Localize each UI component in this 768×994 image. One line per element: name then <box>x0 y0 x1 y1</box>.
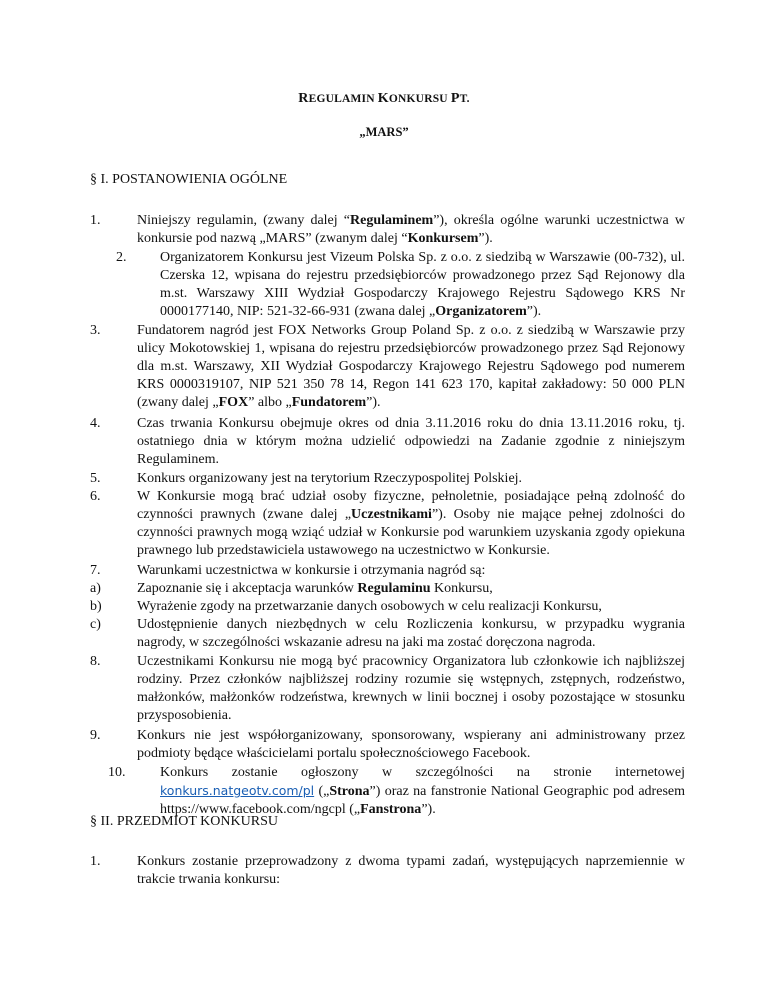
item-number: 6. <box>90 489 101 504</box>
item-number: 7. <box>90 563 101 578</box>
item-text: Konkurs organizowany jest na terytorium Rzeczypospolitej Polskiej. <box>137 471 523 486</box>
item-text: Konkurs zostanie ogłoszony w szczególności na stronie internetowej konkurs.natgeotv.com/pl („Strona”) oraz na fanstronie National Geographic pod adresem https://www.facebook.com/ngcpl („Fanstrona”). <box>160 765 685 817</box>
document-title <box>0 91 768 107</box>
item-text: Zapoznanie się i akceptacja warunków Regulaminu Konkursu, <box>137 581 493 596</box>
item-number: 3. <box>90 323 101 338</box>
item-text: Konkurs nie jest współorganizowany, sponsorowany, wspierany ani administrowany przez podmioty będące właścicielami portalu społecznościowego Facebook. <box>137 728 685 761</box>
contest-website-link[interactable]: konkurs.natgeotv.com/pl <box>160 783 315 798</box>
item-letter: a) <box>90 581 101 596</box>
item-number: 1. <box>90 854 101 869</box>
item-number: 10. <box>108 765 126 780</box>
title-part-3: T. <box>459 93 470 105</box>
item-letter: b) <box>90 599 102 614</box>
item-text: Wyrażenie zgody na przetwarzanie danych osobowych w celu realizacji Konkursu, <box>137 599 602 614</box>
item-text: Udostępnienie danych niezbędnych w celu Rozliczenia konkursu, w przypadku wygrania nagrody, w szczególności wskazanie adresu na jaki ma zostać doręczona nagroda. <box>137 617 685 650</box>
item-number: 4. <box>90 416 101 431</box>
item-letter: c) <box>90 617 101 632</box>
item-number: 9. <box>90 728 101 743</box>
title-part-1: EGULAMIN <box>308 93 378 105</box>
item-number: 1. <box>90 213 101 228</box>
item-text: Niniejszy regulamin, (zwany dalej “Regulaminem”), określa ogólne warunki uczestnictwa w konkursie pod nazwą „MARS” (zwanym dalej “Konkursem”). <box>137 213 685 246</box>
section2-heading: § II. PRZEDMIOT KONKURSU <box>90 814 278 829</box>
item-number: 5. <box>90 471 101 486</box>
title-initial-k: K <box>377 91 389 106</box>
title-initial-r: R <box>298 91 309 106</box>
item-text: Czas trwania Konkursu obejmuje okres od dnia 3.11.2016 roku do dnia 13.11.2016 roku, tj. ostatniego dnia w którym można udzielić odpowiedzi na Zadanie zgodnie z niniejszym Regulaminem. <box>137 416 685 467</box>
title-initial-p: P <box>450 91 460 106</box>
item-text: W Konkursie mogą brać udział osoby fizyczne, pełnoletnie, posiadające pełną zdolność do czynności prawnych (zwane dalej „Uczestnikami”). Osoby nie mające pełnej zdolności do czynności prawnych mogą wziąć udział w Konkursie pod warunkiem uzyskania zgody opiekuna prawnego lub przedstawiciela ustawowego na uczestnictwo w Konkursie. <box>137 489 686 558</box>
item-text: Uczestnikami Konkursu nie mogą być pracownicy Organizatora lub członkowie ich najbliższej rodziny. Przez członków najbliższej rodziny rozumie się wstępnych, zstępnych, rodzeństwo, małżonków, małżonków rodzeństwa, krewnych w linii bocznej i osoby pozostające w stosunku przysposobienia. <box>137 654 685 723</box>
section1-heading: § I. POSTANOWIENIA OGÓLNE <box>90 172 288 187</box>
item-text: Konkurs zostanie przeprowadzony z dwoma typami zadań, występujących naprzemiennie w trakcie trwania konkursu: <box>137 854 685 887</box>
title-part-2: ONKURSU <box>388 93 451 105</box>
item-text: Warunkami uczestnictwa w konkursie i otrzymania nagród są: <box>137 563 486 578</box>
item-text: Fundatorem nagród jest FOX Networks Group Poland Sp. z o.o. z siedzibą w Warszawie przy ulicy Mokotowskiej 1, wpisana do rejestru przedsiębiorców prowadzonego przez Sąd Rejonowy dla m.st. Warszawy, XII Wydział Gospodarczy Krajowego Rejestru Sądowego pod numerem KRS 0000319107, NIP 521 350 78 14, Regon 141 623 170, kapitał zakładowy: 50 000 PLN (zwany dalej „FOX” albo „Fundatorem”). <box>137 323 685 410</box>
item-text: Organizatorem Konkursu jest Vizeum Polska Sp. z o.o. z siedzibą w Warszawie (00-732), ul. Czerska 12, wpisana do rejestru przedsiębiorców prowadzonego przez Sąd Rejonowy dla m.st. Warszawy XIII Wydział Gospodarczy Krajowego Rejestru Sądowego KRS Nr 0000177140, NIP: 521-32-66-931 (zwana dalej „Organizatorem”). <box>160 250 685 319</box>
item-number: 2. <box>116 250 127 265</box>
document-subtitle: „MARS” <box>359 125 409 139</box>
item-number: 8. <box>90 654 101 669</box>
